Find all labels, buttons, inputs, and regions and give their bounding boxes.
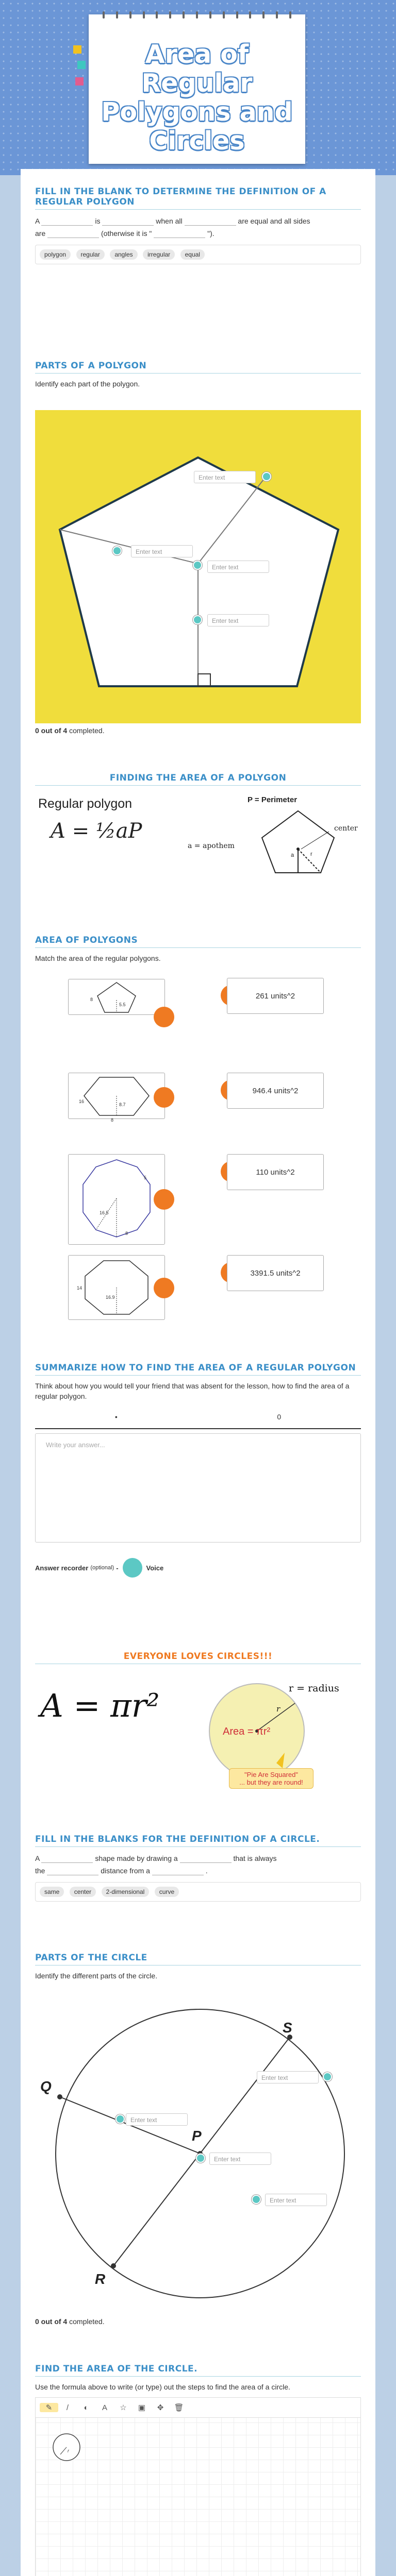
label-point[interactable]: [323, 2072, 332, 2081]
text-tool-icon[interactable]: A: [102, 2403, 107, 2412]
match-handle[interactable]: [154, 1087, 174, 1108]
pentagon-icon: [69, 979, 164, 1014]
area-formula: A = ½aP: [51, 819, 142, 843]
section-title: EVERYONE LOVES CIRCLES!!!: [35, 1651, 361, 1664]
polygon-card[interactable]: [68, 1255, 165, 1320]
shape-label: 14: [77, 1285, 82, 1291]
fib-text: ").: [207, 229, 214, 238]
center-label: center: [334, 824, 358, 833]
instruction-text: Match the area of the regular polygons.: [35, 954, 161, 962]
recorder-optional: (optional): [90, 1565, 114, 1571]
label-point[interactable]: [252, 2195, 261, 2204]
section-circles: [35, 1651, 361, 1664]
label-point[interactable]: [196, 2154, 205, 2163]
regular-polygon-label: Regular polygon: [38, 796, 133, 811]
polygon-card[interactable]: [68, 1154, 165, 1245]
enter-text-box[interactable]: Enter text: [194, 471, 256, 483]
section-title: FILL IN THE BLANKS FOR THE DEFINITION OF A CIRCLE.: [35, 1834, 361, 1847]
enter-text-box[interactable]: Enter text: [207, 614, 269, 626]
color-picker-icon[interactable]: ◐: [84, 2403, 89, 2412]
word-chip[interactable]: same: [40, 1887, 64, 1897]
shape-label: 8.7: [119, 1102, 126, 1107]
point-label: R: [95, 2271, 106, 2287]
label-point[interactable]: [193, 615, 202, 624]
apothem-label: a = apothem: [188, 842, 235, 850]
label-point[interactable]: [116, 2114, 125, 2124]
section-title: FILL IN THE BLANK TO DETERMINE THE DEFINITION OF A REGULAR POLYGON: [35, 187, 361, 210]
decor-tab-pink: [75, 77, 84, 86]
small-circle-sketch: [51, 2432, 82, 2463]
label-point[interactable]: [262, 472, 271, 481]
section-regular-polygon-definition: [35, 187, 361, 264]
word-chip[interactable]: equal: [180, 249, 205, 260]
progress-text: [35, 2317, 105, 2326]
circle-figure: [35, 1993, 361, 2312]
answer-card[interactable]: 946.4 units^2: [227, 1073, 324, 1109]
line-icon[interactable]: /: [66, 2403, 69, 2412]
recorder-label: Answer recorder: [35, 1564, 89, 1572]
section-finding-area: [35, 773, 361, 786]
pie-note-line: "Pie Are Squared": [244, 1771, 298, 1778]
enter-text-box[interactable]: Enter text: [126, 2113, 188, 2126]
drawing-toolbar: [36, 2398, 360, 2418]
shapes-icon[interactable]: ☆: [120, 2403, 127, 2412]
shape-label: 8: [125, 1231, 128, 1236]
polygon-card[interactable]: [68, 1073, 165, 1123]
word-chip[interactable]: center: [70, 1887, 96, 1897]
hexagon-icon: [69, 1073, 164, 1118]
blank-4[interactable]: [47, 230, 99, 238]
voice-record-button[interactable]: [123, 1558, 142, 1578]
enter-text-box[interactable]: Enter text: [257, 2071, 319, 2083]
page-title: Area of Regular Polygons and Circles: [101, 40, 293, 156]
fib-text: distance from a: [101, 1867, 150, 1875]
notepad-rings: [89, 11, 305, 19]
radius-r-label: r: [310, 851, 312, 857]
shape-label: 5: [144, 1175, 147, 1180]
word-chip[interactable]: angles: [110, 249, 137, 260]
fib-text: is: [95, 217, 101, 225]
fib-text: A: [35, 1854, 40, 1862]
progress-suffix: completed.: [69, 2317, 105, 2326]
progress-suffix: completed.: [69, 726, 105, 735]
point-label: S: [283, 2020, 292, 2036]
fill-in-blank-text: [35, 1852, 361, 1877]
fib-text: the: [35, 1867, 45, 1875]
fib-text: shape made by drawing a: [95, 1854, 178, 1862]
shape-label: 16.5: [100, 1210, 109, 1215]
circle-formula-figure: [35, 1674, 361, 1803]
decor-tab-yellow: [73, 45, 81, 54]
match-handle[interactable]: [154, 1278, 174, 1298]
circle-area-formula: A = πr²: [40, 1687, 160, 1724]
section-title: AREA OF POLYGONS: [35, 935, 361, 948]
progress-count: 0 out of 4: [35, 726, 68, 735]
shape-label: 8: [111, 1117, 114, 1123]
pencil-icon[interactable]: ✎: [40, 2403, 58, 2412]
shape-label: 16.9: [106, 1295, 115, 1300]
word-chip[interactable]: polygon: [40, 249, 71, 260]
match-handle[interactable]: [154, 1007, 174, 1027]
voice-label: Voice: [146, 1564, 164, 1572]
enter-text-box[interactable]: Enter text: [209, 2153, 271, 2165]
circle-diagram: [35, 1993, 361, 2312]
word-bank: [35, 1882, 361, 1902]
instruction-text: Use the formula above to write (or type) out the steps to find the area of a circle.: [35, 2383, 290, 2391]
area-label: Area = πr²: [223, 1726, 271, 1737]
perimeter-label: P = Perimeter: [248, 795, 298, 804]
section-circle-definition: [35, 1834, 361, 1902]
hero-banner: [0, 0, 396, 175]
instruction-text: Identify the different parts of the circle.: [35, 1972, 158, 1980]
section-parts-of-polygon: [35, 361, 361, 389]
section-find-circle-area: [35, 2364, 361, 2576]
word-chip[interactable]: regular: [76, 249, 105, 260]
progress-count: 0 out of 4: [35, 2317, 68, 2326]
shape-label: 8: [90, 997, 93, 1002]
fib-text: A: [35, 217, 40, 225]
point-label: Q: [40, 2078, 52, 2094]
bullet-list-button[interactable]: •: [114, 1413, 118, 1421]
blank-5[interactable]: [154, 230, 205, 238]
word-chip[interactable]: irregular: [143, 249, 175, 260]
radius-r-label: r: [68, 2448, 69, 2453]
apothem-a-label: a: [291, 852, 294, 858]
polygon-card[interactable]: [68, 979, 165, 1015]
fib-text: are: [35, 229, 46, 238]
drawing-canvas[interactable]: [35, 2397, 361, 2576]
word-chip[interactable]: 2-dimensional: [102, 1887, 150, 1897]
radius-r-label: r: [276, 1704, 280, 1714]
pie-note: [229, 1768, 314, 1789]
answer-card[interactable]: 3391.5 units^2: [227, 1255, 324, 1291]
blank-2[interactable]: [102, 218, 154, 226]
fib-text: .: [205, 1867, 208, 1875]
pentagon-apothem-figure: [241, 809, 355, 876]
answer-textarea[interactable]: Write your answer...: [35, 1433, 361, 1543]
trash-icon[interactable]: 🗑: [174, 2403, 184, 2412]
polygon-diagram: [35, 410, 361, 723]
label-point[interactable]: [193, 561, 202, 570]
move-icon[interactable]: ✥: [157, 2403, 164, 2412]
section-title: SUMMARIZE HOW TO FIND THE AREA OF A REGULAR POLYGON: [35, 1363, 361, 1376]
section-area-of-polygons: [35, 935, 361, 963]
blank-2[interactable]: [180, 1855, 232, 1863]
blank-3[interactable]: [47, 1868, 98, 1875]
radius-label: r = radius: [289, 1683, 339, 1694]
instruction-text: Think about how you would tell your friend that was absent for the lesson, how to find the area of a regular polygon.: [35, 1382, 350, 1400]
section-parts-of-circle: [35, 1953, 361, 1981]
word-bank: [35, 245, 361, 264]
point-label: P: [192, 2128, 202, 2144]
image-icon[interactable]: ▣: [138, 2403, 146, 2412]
section-title: PARTS OF THE CIRCLE: [35, 1953, 361, 1965]
blank-1[interactable]: [41, 1855, 93, 1863]
shape-label: 16: [79, 1099, 85, 1104]
enter-text-box[interactable]: Enter text: [265, 2194, 327, 2206]
instruction-text: Identify each part of the polygon.: [35, 380, 140, 388]
fill-in-blank-text: [35, 215, 361, 240]
section-title: PARTS OF A POLYGON: [35, 361, 361, 374]
blank-3[interactable]: [185, 218, 236, 226]
answer-card[interactable]: 110 units^2: [227, 1154, 324, 1190]
octagon-icon: [69, 1256, 164, 1319]
decagon-icon: [69, 1155, 164, 1244]
decor-tab-teal: [77, 61, 86, 69]
fib-text: (otherwise it is ": [101, 229, 152, 238]
section-title: FIND THE AREA OF THE CIRCLE.: [35, 2364, 361, 2377]
fib-text: that is always: [233, 1854, 277, 1862]
progress-text: [35, 726, 105, 735]
match-handle[interactable]: [154, 1189, 174, 1210]
word-chip[interactable]: curve: [155, 1887, 179, 1897]
editor-toolbar: [35, 1405, 361, 1429]
section-summarize: [35, 1363, 361, 1578]
pie-note-line: ... but they are round!: [239, 1778, 303, 1786]
fib-text: when all: [156, 217, 183, 225]
answer-card[interactable]: 261 units^2: [227, 978, 324, 1014]
enter-text-box[interactable]: Enter text: [207, 561, 269, 573]
shape-label: 5.5: [119, 1002, 126, 1007]
answer-recorder: Answer recorder (optional) - Voice: [35, 1558, 361, 1578]
blank-1[interactable]: [41, 218, 93, 226]
enter-text-box[interactable]: Enter text: [131, 545, 193, 557]
area-formula-figure: [35, 793, 361, 891]
blank-4[interactable]: [152, 1868, 204, 1875]
formula-button[interactable]: 0: [277, 1413, 282, 1421]
fib-text: are equal and all sides: [238, 217, 310, 225]
section-title: FINDING THE AREA OF A POLYGON: [35, 773, 361, 786]
label-point[interactable]: [112, 546, 122, 555]
